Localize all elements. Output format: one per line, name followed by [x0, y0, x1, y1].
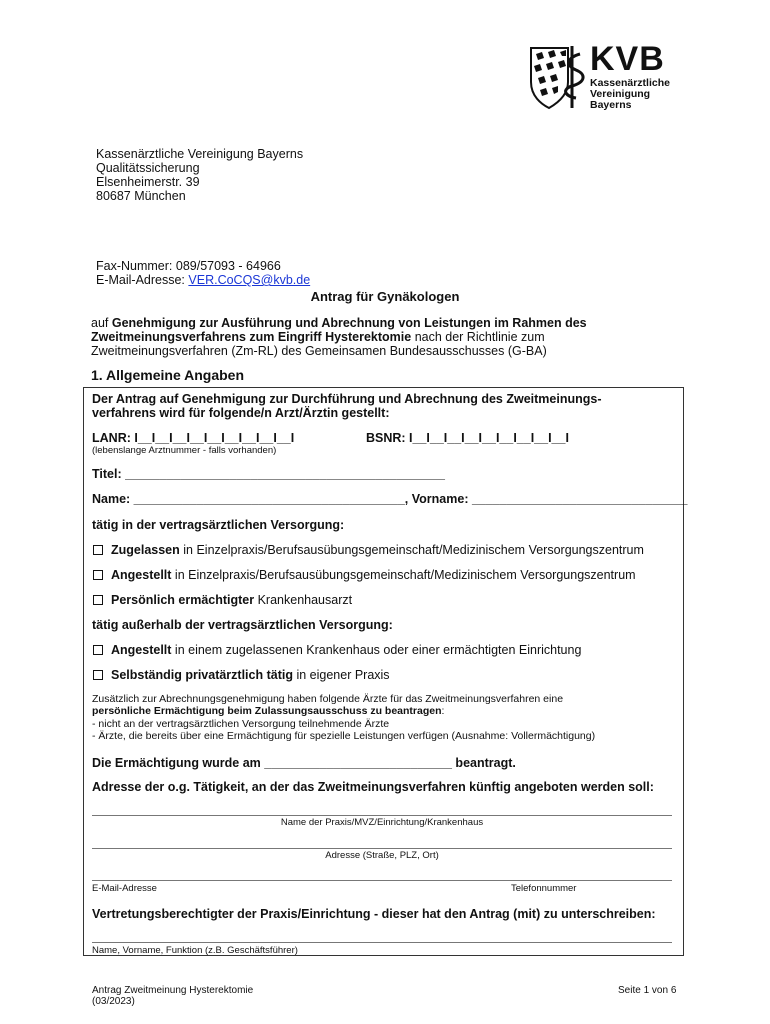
bsnr-field[interactable]: BSNR: I__I__I__I__I__I__I__I__I__I	[366, 431, 569, 445]
form-head-2: verfahrens wird für folgende/n Arzt/Ärztin gestellt:	[92, 406, 390, 420]
option-text: in Einzelpraxis/Berufsausübungsgemeinschaft/Medizinischem Versorgungszentrum	[171, 568, 636, 582]
option-bold: Zugelassen	[111, 543, 180, 557]
option-text: in Einzelpraxis/Berufsausübungsgemeinschaft/Medizinischem Versorgungszentrum	[179, 543, 644, 557]
address-heading: Adresse der o.g. Tätigkeit, an der das Zweitmeinungsverfahren künftig angeboten werden soll:	[92, 780, 654, 794]
intro-text: nach der Richtlinie zum	[411, 330, 545, 344]
option-ermaechtigter[interactable]	[93, 593, 352, 607]
note-line	[92, 705, 595, 717]
intro-line-2	[91, 330, 545, 344]
option-bold: Selbständig privatärztlich tätig	[111, 668, 293, 682]
section-out-care: tätig außerhalb der vertragsärztlichen Versorgung:	[92, 618, 393, 632]
praxis-name-line[interactable]	[92, 815, 672, 816]
note-bold: persönliche Ermächtigung beim Zulassungsausschuss zu beantragen	[92, 705, 442, 718]
intro-bold: Genehmigung zur Ausführung und Abrechnung von Leistungen im Rahmen des	[111, 316, 587, 330]
representative-heading: Vertretungsberechtigter der Praxis/Einrichtung - dieser hat den Antrag (mit) zu unterschreiben:	[92, 907, 656, 921]
email-caption: E-Mail-Adresse	[92, 883, 157, 894]
kvb-logo	[528, 42, 678, 112]
option-krankenhaus[interactable]	[93, 643, 581, 657]
logo-line-1: Kassenärztliche	[590, 77, 670, 89]
ermaechtigung-date-field[interactable]: Die Ermächtigung wurde am ___________________________ beantragt.	[92, 756, 516, 770]
representative-caption: Name, Vorname, Funktion (z.B. Geschäftsführer)	[92, 945, 298, 956]
logo-brand: KVB	[590, 40, 665, 78]
fax-number: Fax-Nummer: 089/57093 - 64966	[96, 259, 281, 273]
email-link[interactable]: VER.CoCQS@kvb.de	[188, 273, 311, 287]
option-bold: Persönlich ermächtigter	[111, 593, 255, 607]
praxis-name-caption: Name der Praxis/MVZ/Einrichtung/Krankenhaus	[280, 817, 484, 828]
form-title: Antrag für Gynäkologen	[310, 289, 460, 304]
option-angestellt[interactable]	[93, 568, 636, 582]
page-number: Seite 1 von 6	[618, 985, 677, 996]
praxis-address-caption: Adresse (Straße, PLZ, Ort)	[325, 850, 439, 861]
option-text: in einem zugelassenen Krankenhaus oder einer ermächtigten Einrichtung	[171, 643, 582, 657]
option-privat[interactable]	[93, 668, 390, 682]
footer-title: Antrag Zweitmeinung Hysterektomie	[92, 985, 254, 996]
checkbox[interactable]	[93, 595, 103, 605]
logo-line-3: Bayerns	[590, 99, 632, 111]
form-head-1: Der Antrag auf Genehmigung zur Durchführung und Abrechnung des Zweitmeinungs-	[92, 392, 602, 406]
option-zugelassen[interactable]	[93, 543, 644, 557]
checkbox[interactable]	[93, 570, 103, 580]
option-text: Krankenhausarzt	[254, 593, 353, 607]
note-text: :	[441, 705, 445, 718]
option-bold: Angestellt	[111, 643, 172, 657]
address-line: Qualitätssicherung	[96, 161, 200, 175]
section-heading: 1. Allgemeine Angaben	[91, 367, 244, 383]
intro-text: auf	[91, 316, 112, 330]
lanr-field[interactable]: LANR: I__I__I__I__I__I__I__I__I__I	[92, 431, 295, 445]
section-in-care: tätig in der vertragsärztlichen Versorgung:	[92, 518, 345, 532]
intro-line-1	[91, 316, 587, 330]
checkbox[interactable]	[93, 670, 103, 680]
recipient-address	[96, 147, 303, 203]
option-bold: Angestellt	[111, 568, 172, 582]
note-block	[92, 693, 595, 743]
footer-date: (03/2023)	[92, 996, 135, 1007]
email-label: E-Mail-Adresse:	[96, 273, 189, 287]
titel-field[interactable]: Titel: ______________________________________________	[92, 467, 445, 481]
checkbox[interactable]	[93, 545, 103, 555]
logo-line-2: Vereinigung	[590, 88, 651, 100]
praxis-address-line[interactable]	[92, 848, 672, 849]
intro-line-3: Zweitmeinungsverfahren (Zm-RL) des Gemeinsamen Bundesausschusses (G-BA)	[91, 344, 547, 358]
lanr-note: (lebenslange Arztnummer - falls vorhanden)	[92, 445, 277, 456]
intro-bold: Zweitmeinungsverfahrens zum Eingriff Hysterektomie	[91, 330, 412, 344]
checkbox[interactable]	[93, 645, 103, 655]
address-line: Elsenheimerstr. 39	[96, 175, 200, 189]
address-line: 80687 München	[96, 189, 186, 203]
name-field[interactable]: Name: _______________________________________, Vorname: _______________________________	[92, 492, 688, 506]
note-line: Zusätzlich zur Abrechnungsgenehmigung haben folgende Ärzte für das Zweitmeinungsverfahren eine	[92, 693, 564, 705]
phone-caption: Telefonnummer	[511, 883, 577, 894]
note-line: - Ärzte, die bereits über eine Ermächtigung für spezielle Leistungen verfügen (Ausnahme: Vollermächtigung)	[92, 730, 596, 743]
address-line: Kassenärztliche Vereinigung Bayerns	[96, 147, 304, 161]
representative-line[interactable]	[92, 942, 672, 943]
bavaria-shield-icon	[528, 44, 588, 110]
email-phone-line[interactable]	[92, 880, 672, 881]
email-line	[96, 273, 310, 287]
option-text: in eigener Praxis	[292, 668, 390, 682]
note-line: - nicht an der vertragsärztlichen Versorgung teilnehmende Ärzte	[92, 717, 390, 730]
